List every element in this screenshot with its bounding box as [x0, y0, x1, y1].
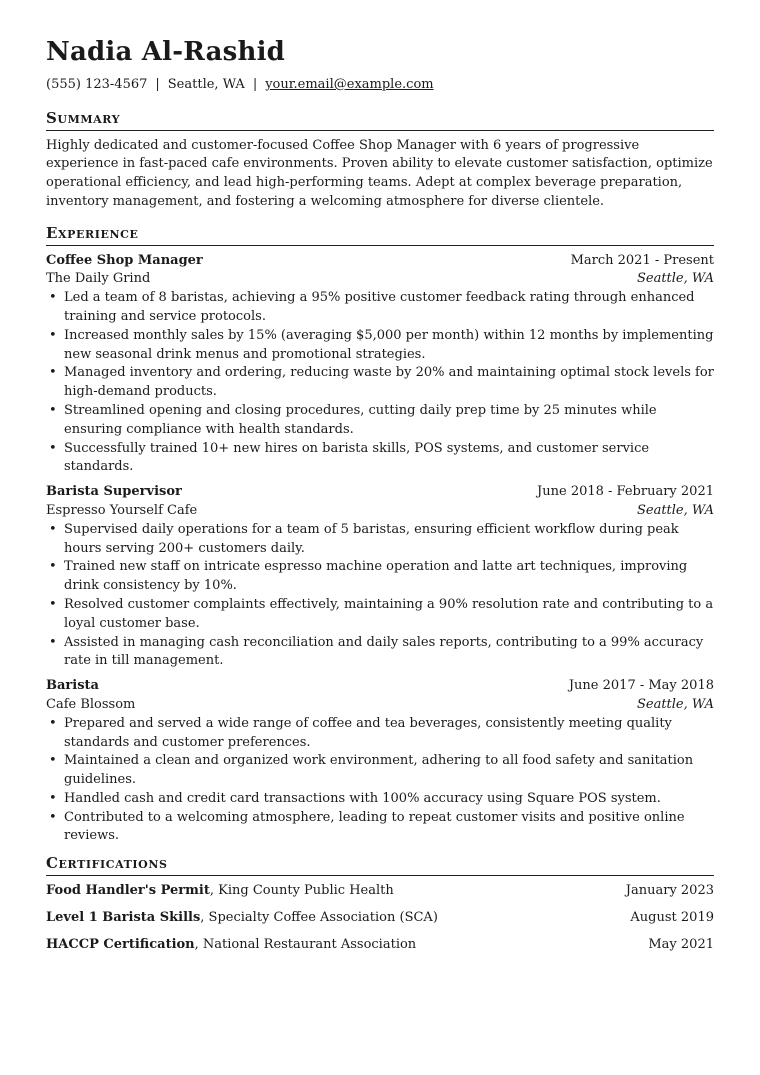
job-title: Barista Supervisor	[46, 484, 182, 500]
experience-heading: Experience	[46, 224, 714, 246]
company-name: Cafe Blossom	[46, 696, 136, 712]
job-dates: June 2017 - May 2018	[568, 678, 714, 694]
bullet-item: • Streamlined opening and closing procedures, cutting daily prep time by 25 minutes while ensuring compliance with health standards.	[46, 402, 714, 440]
job-entry	[46, 677, 714, 846]
bullet-item: • Trained new staff on intricate espresso machine operation and latte art techniques, improving drink consistency by 10%.	[46, 558, 714, 596]
bullet-item: • Handled cash and credit card transactions with 100% accuracy using Square POS system.	[46, 790, 714, 809]
job-entry	[46, 252, 714, 478]
job-location: Seattle, WA	[636, 271, 714, 287]
certification-date: May 2021	[648, 936, 714, 952]
job-bullets	[46, 521, 714, 671]
bullet-item: • Prepared and served a wide range of coffee and tea beverages, consistently meeting quality standards and customer preferences.	[46, 715, 714, 753]
summary-text: Highly dedicated and customer-focused Coffee Shop Manager with 6 years of progressive experience in fast-paced cafe environments. Proven ability to elevate customer satisfaction, optimize operational efficiency, and lead high-performing teams. Adept at complex beverage preparation, inventory management, and fostering a welcoming atmosphere for diverse clientele.	[46, 137, 713, 209]
job-title: Barista	[46, 678, 99, 694]
job-title: Coffee Shop Manager	[46, 252, 203, 268]
job-location: Seattle, WA	[636, 696, 714, 712]
certification-item	[46, 909, 714, 928]
certifications-list	[46, 882, 714, 954]
certification-item	[46, 936, 714, 955]
job-bullets	[46, 289, 714, 477]
bullet-item: • Resolved customer complaints effectively, maintaining a 90% resolution rate and contributing to a loyal customer base.	[46, 596, 714, 634]
certifications-heading: Certifications	[46, 854, 714, 876]
job-bullets	[46, 715, 714, 847]
candidate-name: Nadia Al-Rashid	[46, 37, 286, 67]
separator: |	[252, 77, 258, 92]
certification-name: Level 1 Barista Skills	[46, 909, 201, 925]
certification-name: Food Handler's Permit	[46, 883, 210, 899]
certification-issuer: , National Restaurant Association	[194, 936, 417, 952]
certification-issuer: , King County Public Health	[209, 883, 394, 899]
company-name: Espresso Yourself Cafe	[46, 502, 198, 518]
experience-section	[46, 252, 714, 847]
job-location: Seattle, WA	[636, 502, 714, 518]
certification-date: August 2019	[630, 909, 714, 925]
bullet-item: • Maintained a clean and organized work environment, adhering to all food safety and sanitation guidelines.	[46, 752, 714, 790]
job-dates: March 2021 - Present	[570, 252, 714, 268]
bullet-item: • Supervised daily operations for a team of 5 baristas, ensuring efficient workflow during peak hours serving 200+ customers daily.	[46, 521, 714, 559]
bullet-item: • Led a team of 8 baristas, achieving a 95% positive customer feedback rating through enhanced training and service protocols.	[46, 289, 714, 327]
bullet-item: • Managed inventory and ordering, reducing waste by 20% and maintaining optimal stock levels for high-demand products.	[46, 364, 714, 402]
location: Seattle, WA	[167, 77, 245, 92]
certification-issuer: , Specialty Coffee Association (SCA)	[200, 909, 438, 925]
bullet-item: • Contributed to a welcoming atmosphere, leading to repeat customer visits and positive online reviews.	[46, 809, 714, 847]
job-dates: June 2018 - February 2021	[537, 484, 714, 500]
bullet-item: • Assisted in managing cash reconciliation and daily sales reports, contributing to a 99% accuracy rate in till management.	[46, 634, 714, 672]
summary-heading: Summary	[46, 109, 714, 131]
company-name: The Daily Grind	[46, 271, 151, 287]
email-link[interactable]: your.email@example.com	[265, 77, 434, 92]
certification-date: January 2023	[625, 883, 714, 899]
certification-name: HACCP Certification	[46, 936, 195, 952]
certification-item	[46, 882, 714, 901]
bullet-item: • Increased monthly sales by 15% (averaging $5,000 per month) within 12 months by implementing new seasonal drink menus and promotional strategies.	[46, 327, 714, 365]
contact-line	[46, 76, 714, 95]
phone-number: (555) 123-4567	[46, 77, 148, 92]
bullet-item: • Successfully trained 10+ new hires on barista skills, POS systems, and customer service standards.	[46, 440, 714, 478]
job-entry	[46, 483, 714, 671]
separator: |	[155, 77, 160, 92]
